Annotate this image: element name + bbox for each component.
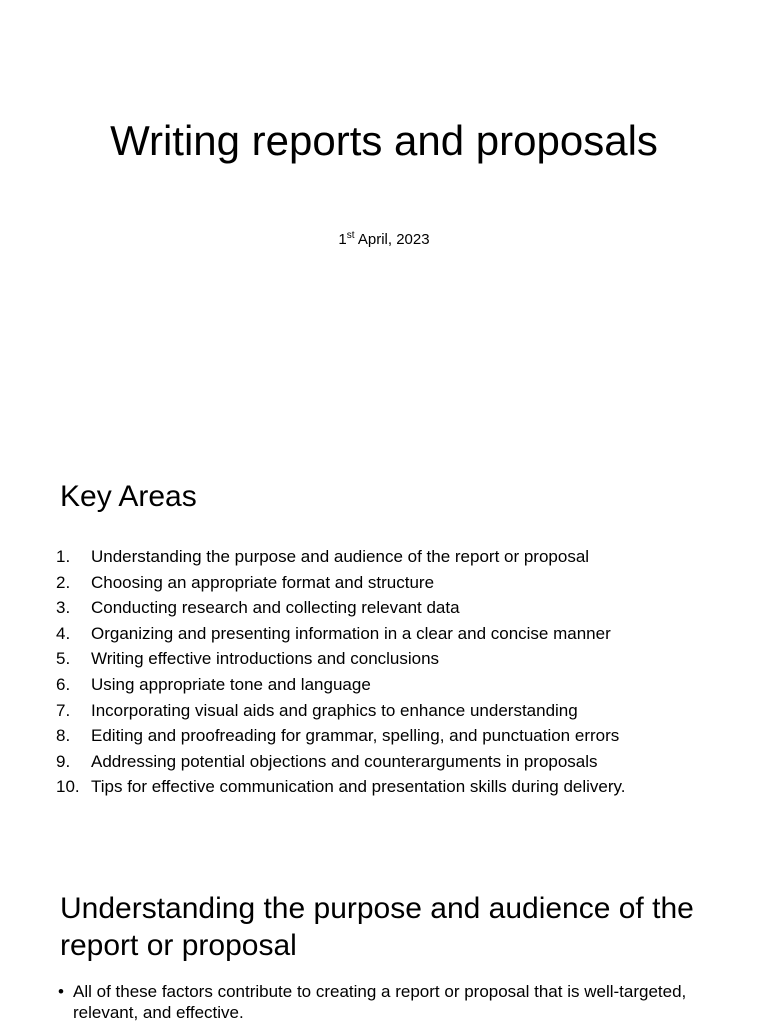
list-item-text: Addressing potential objections and counterarguments in proposals bbox=[91, 751, 598, 771]
key-areas-slide bbox=[0, 432, 768, 864]
list-item bbox=[56, 544, 736, 570]
presentation-date bbox=[84, 230, 684, 250]
list-item-text: Tips for effective communication and presentation skills during delivery. bbox=[91, 777, 626, 797]
list-item-text: Understanding the purpose and audience of the report or proposal bbox=[91, 547, 590, 566]
list-item-text: Editing and proofreading for grammar, spelling, and punctuation errors bbox=[91, 726, 620, 746]
key-areas-heading: Key Areas bbox=[60, 480, 197, 513]
list-item-number: 2. bbox=[56, 572, 71, 592]
list-item bbox=[56, 749, 736, 775]
list-item bbox=[56, 595, 736, 621]
list-item bbox=[56, 646, 736, 672]
title-slide bbox=[0, 0, 768, 432]
list-item-number: 4. bbox=[56, 623, 71, 643]
list-item-number: 10. bbox=[56, 777, 80, 797]
list-item bbox=[58, 981, 718, 1023]
bullet-text: All of these factors contribute to creating a report or proposal that is well-targeted, relevant, and effective. bbox=[73, 982, 687, 1022]
purpose-audience-heading: Understanding the purpose and audience of the report or proposal bbox=[60, 892, 694, 962]
list-item bbox=[56, 570, 736, 596]
list-item-text: Organizing and presenting information in a clear and concise manner bbox=[91, 623, 611, 643]
list-item-text: Writing effective introductions and conclusions bbox=[91, 649, 440, 669]
list-item-text: Using appropriate tone and language bbox=[91, 674, 371, 694]
list-item-number: 5. bbox=[56, 649, 71, 669]
list-item bbox=[56, 672, 736, 698]
date-day: 1 bbox=[338, 231, 347, 248]
list-item bbox=[56, 774, 736, 800]
presentation-title: Writing reports and proposals bbox=[110, 117, 658, 164]
list-item-number: 8. bbox=[56, 726, 71, 746]
bullet-icon: • bbox=[58, 982, 64, 1001]
date-suffix: st bbox=[346, 230, 355, 241]
list-item-number: 6. bbox=[56, 674, 71, 694]
date-rest: April, 2023 bbox=[354, 231, 430, 248]
list-item-text: Choosing an appropriate format and structure bbox=[91, 572, 435, 592]
list-item-text: Incorporating visual aids and graphics to enhance understanding bbox=[91, 700, 578, 720]
list-item-number: 9. bbox=[56, 751, 71, 771]
list-item bbox=[56, 621, 736, 647]
list-item-number: 1. bbox=[56, 547, 71, 566]
list-item bbox=[56, 698, 736, 724]
list-item-text: Conducting research and collecting relevant data bbox=[91, 598, 460, 618]
purpose-audience-slide bbox=[0, 864, 768, 1024]
key-areas-list bbox=[56, 544, 736, 800]
bullet-list bbox=[58, 981, 718, 1023]
list-item bbox=[56, 723, 736, 749]
list-item-number: 3. bbox=[56, 598, 71, 618]
list-item-number: 7. bbox=[56, 700, 71, 720]
